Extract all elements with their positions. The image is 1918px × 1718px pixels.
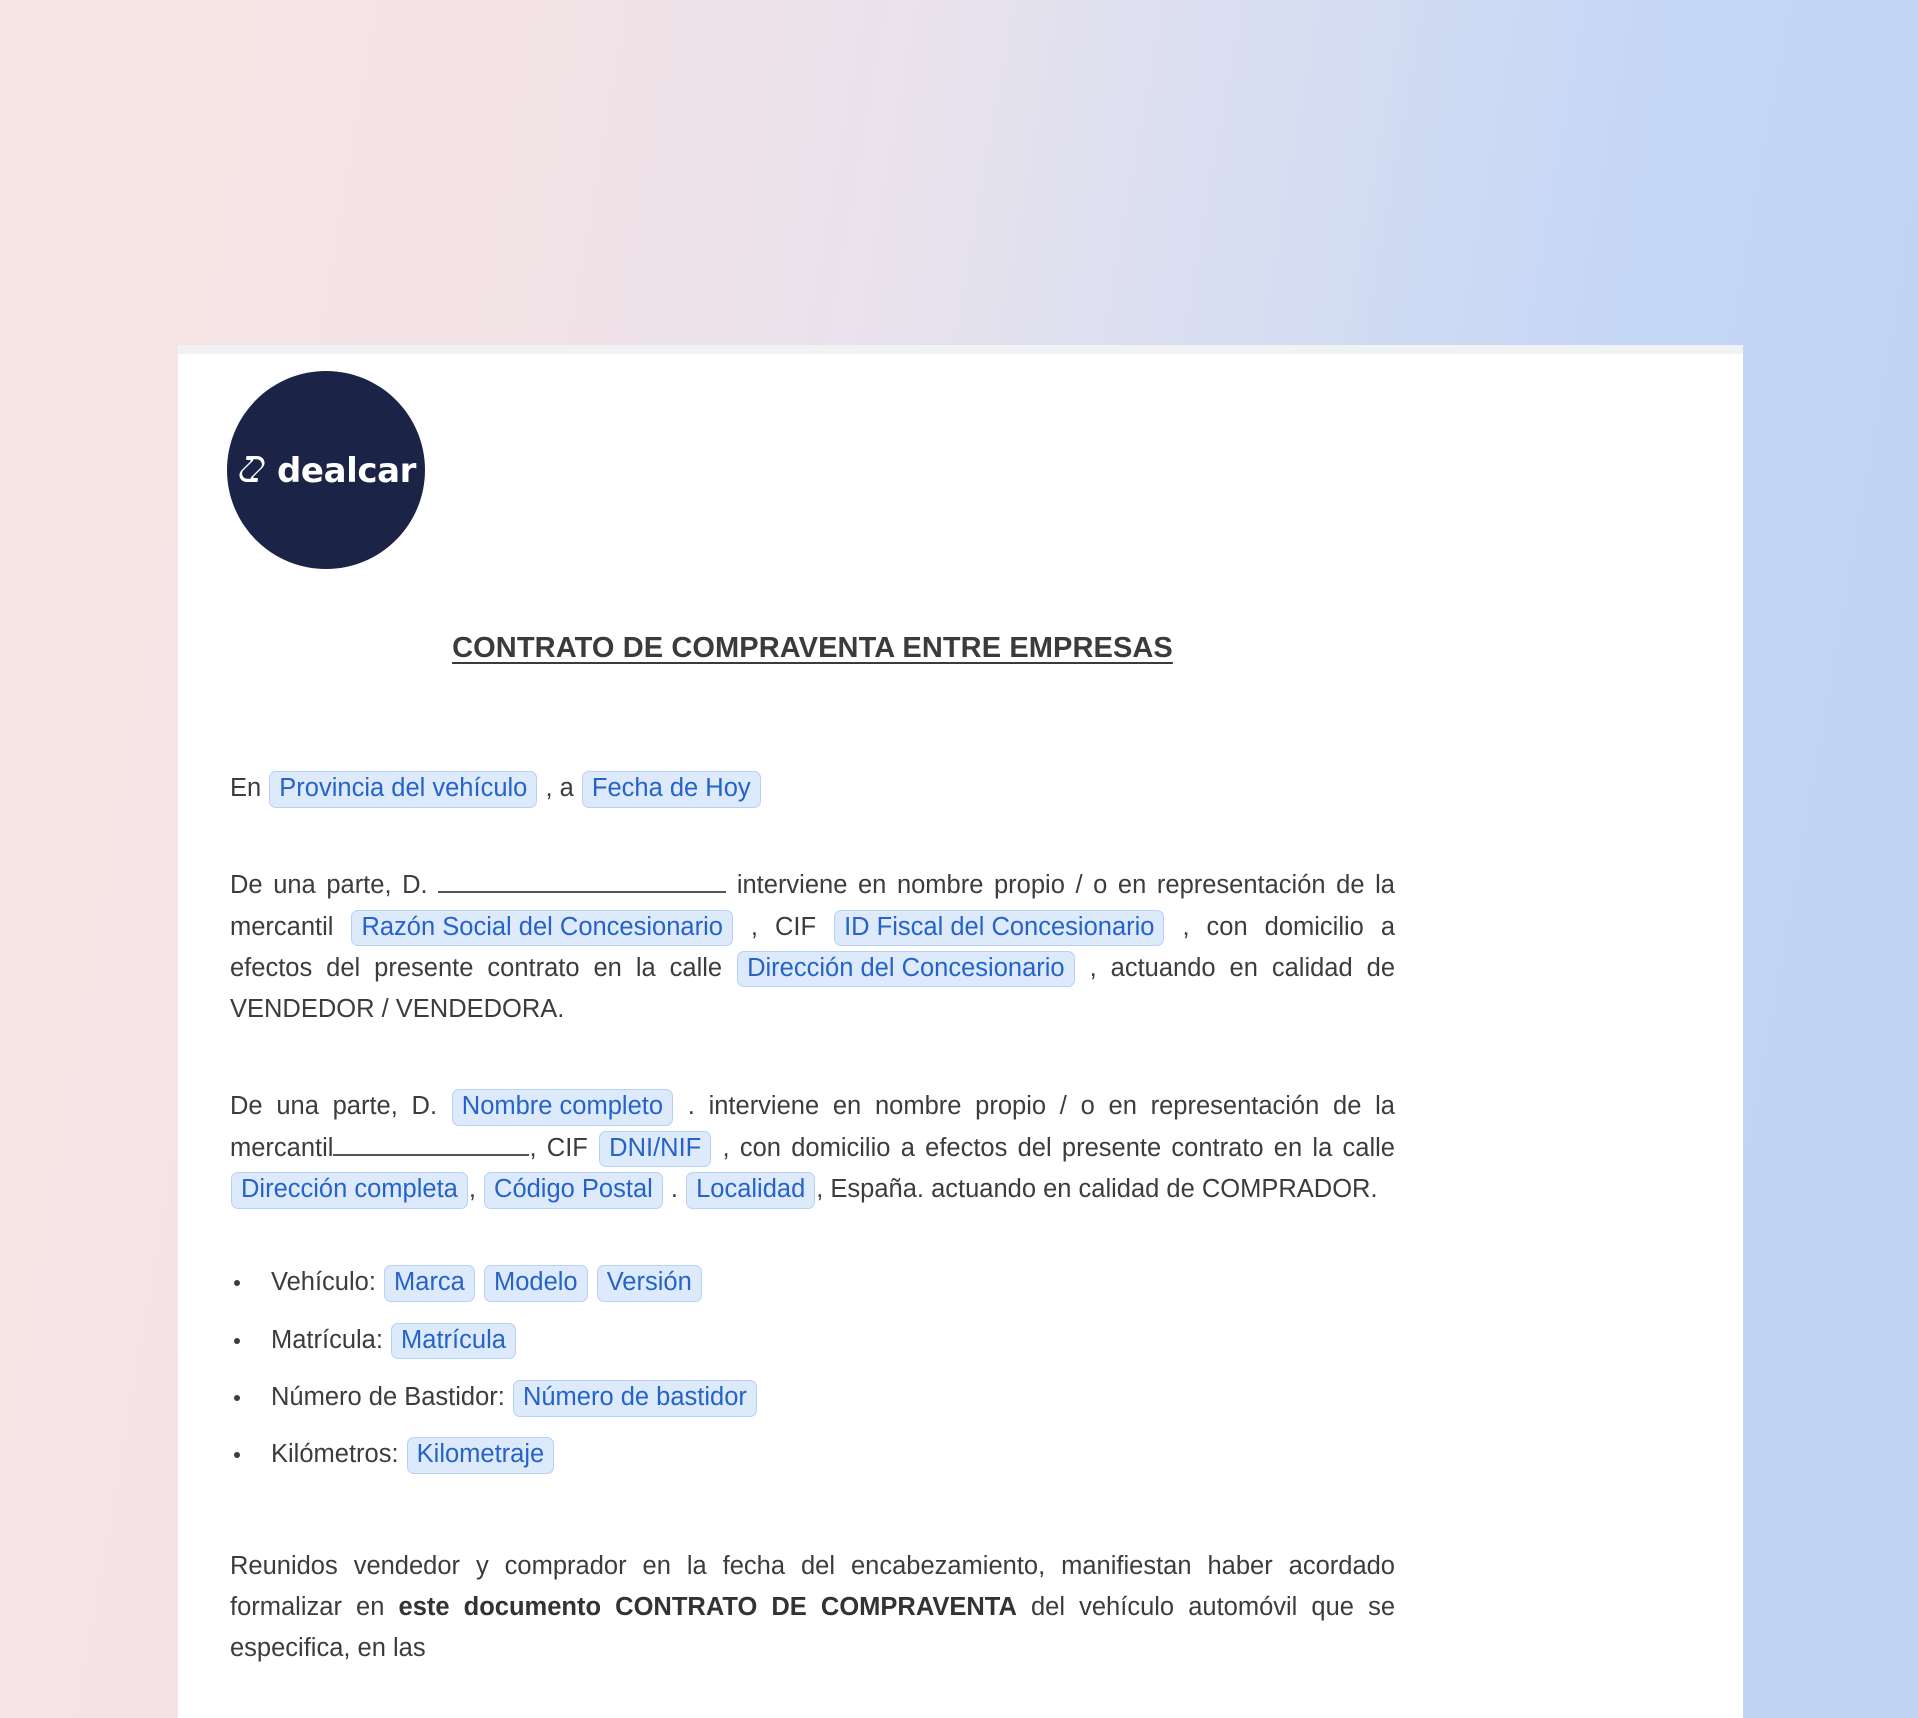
seller-text-2: interviene en nombre propio / o en representación de la mercantil: [230, 871, 1395, 941]
token-marca[interactable]: Marca: [384, 1265, 475, 1302]
seller-paragraph: [230, 865, 1395, 1030]
buyer-text-4: , con domicilio a efectos del presente contrato en la calle: [722, 1133, 1395, 1162]
vehicle-item-label: Vehículo:: [271, 1268, 376, 1297]
token-numero-bastidor[interactable]: Número de bastidor: [513, 1380, 757, 1417]
token-localidad[interactable]: Localidad: [686, 1172, 815, 1209]
buyer-text-3: , CIF: [529, 1133, 588, 1162]
list-item: [230, 1320, 1395, 1361]
token-dni-nif[interactable]: DNI/NIF: [599, 1131, 711, 1168]
vehicle-details-list: [230, 1262, 1395, 1475]
dealcar-logo: [227, 371, 425, 569]
place-prefix-text: En: [230, 773, 262, 802]
bastidor-item-label: Número de Bastidor:: [271, 1382, 505, 1411]
closing-text-2: del vehículo automóvil que se especifica, en las: [230, 1592, 1396, 1663]
document-top-edge: [178, 345, 1743, 354]
token-direccion-completa[interactable]: Dirección completa: [231, 1172, 468, 1209]
kilometros-item-label: Kilómetros:: [271, 1440, 399, 1469]
matricula-item-label: Matrícula:: [271, 1325, 383, 1354]
contract-document-sheet: [178, 345, 1743, 1718]
seller-text-1: De una parte, D.: [230, 871, 428, 900]
buyer-paragraph: [230, 1086, 1395, 1210]
buyer-text-2: . interviene en nombre propio / o en representación de la mercantil: [230, 1092, 1395, 1162]
token-provincia-vehiculo[interactable]: Provincia del vehículo: [269, 771, 537, 808]
token-kilometraje[interactable]: Kilometraje: [407, 1437, 555, 1474]
list-item: [230, 1262, 1395, 1303]
token-id-fiscal-concesionario[interactable]: ID Fiscal del Concesionario: [834, 910, 1164, 947]
place-and-date-line: [230, 768, 1395, 809]
contract-body: [230, 625, 1395, 1718]
buyer-text-7: , España. actuando en calidad de COMPRADOR.: [816, 1175, 1378, 1204]
buyer-text-1: De una parte, D.: [230, 1092, 438, 1121]
token-version[interactable]: Versión: [597, 1265, 702, 1302]
seller-text-4: , con domicilio a efectos del presente contrato en la calle: [230, 912, 1396, 982]
contract-title: CONTRATO DE COMPRAVENTA ENTRE EMPRESAS: [452, 632, 1173, 664]
token-modelo[interactable]: Modelo: [484, 1265, 588, 1302]
seller-text-3: , CIF: [750, 912, 817, 941]
list-item: [230, 1434, 1395, 1475]
list-item: [230, 1377, 1395, 1418]
seller-name-blank[interactable]: [438, 891, 726, 893]
place-separator-text: , a: [545, 773, 574, 802]
s-ribbon-icon: [236, 453, 268, 490]
buyer-text-6: .: [670, 1175, 678, 1204]
token-direccion-concesionario[interactable]: Dirección del Concesionario: [737, 951, 1075, 988]
closing-text-1: Reunidos vendedor y comprador en la fecha del encabezamiento, manifiestan haber acordado formalizar en: [230, 1551, 1395, 1621]
token-matricula[interactable]: Matrícula: [391, 1323, 516, 1360]
token-razon-social-concesionario[interactable]: Razón Social del Concesionario: [351, 910, 732, 947]
token-fecha-hoy[interactable]: Fecha de Hoy: [582, 771, 761, 808]
brand-name: dealcar: [276, 451, 417, 491]
buyer-company-blank[interactable]: [333, 1154, 529, 1156]
seller-text-5: , actuando en calidad de VENDEDOR / VENDEDORA.: [230, 953, 1396, 1024]
closing-paragraph: [230, 1546, 1395, 1670]
token-codigo-postal[interactable]: Código Postal: [484, 1172, 663, 1209]
buyer-text-5: ,: [468, 1175, 476, 1204]
closing-text-bold: este documento CONTRATO DE COMPRAVENTA: [398, 1592, 1017, 1621]
token-nombre-completo[interactable]: Nombre completo: [452, 1089, 673, 1126]
